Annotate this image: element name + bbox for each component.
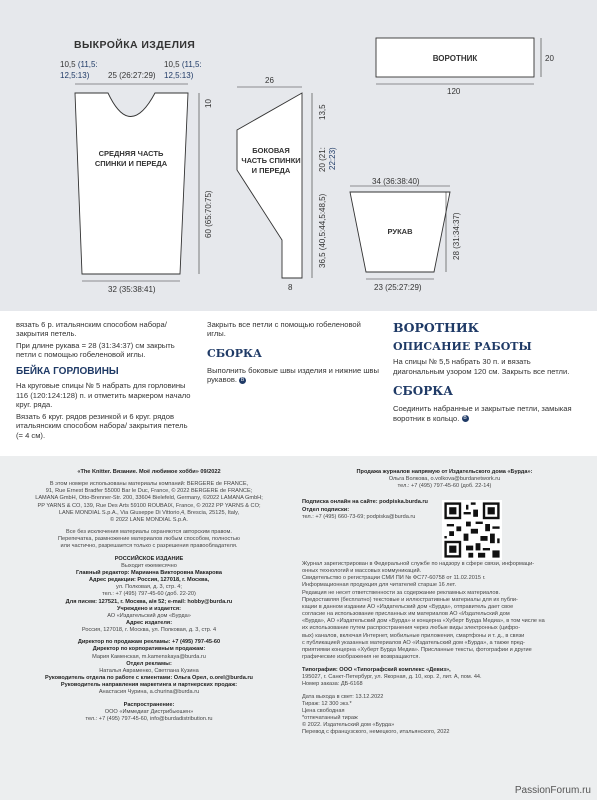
- front-tl-c: 12,5:13): [60, 71, 90, 80]
- col1-paragraph-3: На круговые спицы № 5 набрать для горловины 116 (120:124:128) п. и отметить маркером начало круг. ряда.: [16, 381, 191, 410]
- front-tl-a: 10,5 (11,5:: [60, 60, 98, 69]
- imprint-line: Отдел подписки:: [302, 506, 350, 513]
- imprint-left: [14, 469, 284, 723]
- imprint-line: © 2022 LANE MONDIAL S.p.A.: [110, 516, 188, 523]
- imprint-line: 195027, г. Санкт-Петербург, ул. Якорная, д. 10, кор. 2, лит. А, пом. 44.: [302, 674, 482, 681]
- schema-title: ВЫКРОЙКА ИЗДЕЛИЯ: [74, 39, 196, 51]
- imprint-line: Директор по продажам рекламы: +7 (495) 797-45-60: [77, 639, 221, 646]
- end-mark-icon: В: [463, 415, 467, 422]
- imprint-line: Номер заказа: ДБ-6168: [302, 681, 363, 688]
- side-top: 26: [265, 76, 274, 85]
- sleeve-bottom: 23 (25:27:29): [374, 283, 422, 292]
- col2-paragraph-1: Закрыть все петли с помощью гобеленовой иглы.: [207, 320, 361, 339]
- imprint-line: тел.: +7 (495) 797-45-60, info@burdadistribution.ru: [85, 715, 213, 722]
- imprint-line: Дата выхода в свет: 13.12.2022: [302, 693, 384, 700]
- sleeve-label: РУКАВ: [387, 227, 413, 236]
- imprint-line: графические изображения не возвращаются.: [302, 653, 420, 660]
- imprint-line: Адрес издателя:: [125, 619, 173, 626]
- side-label-3: И ПЕРЕДА: [251, 166, 291, 175]
- side-label-2: ЧАСТЬ СПИНКИ: [241, 156, 301, 165]
- front-tr-a: 10,5 (11,5:: [164, 60, 202, 69]
- imprint-line: Ольга Волкова, o.volkova@burdanetwork.ru: [388, 476, 501, 483]
- col1-heading: БЕЙКА ГОРЛОВИНЫ: [16, 365, 119, 377]
- col1-paragraph-4: Вязать 6 круг. рядов резинкой и 6 круг. рядов итальянским способом набора/ закрытия петель (= 4 см).: [16, 411, 188, 440]
- collar-label: ВОРОТНИК: [432, 54, 478, 63]
- col2-paragraph-2: Выполнить боковые швы изделия и нижние швы рукавов. В: [207, 365, 379, 385]
- imprint-line: Цена свободная: [302, 707, 345, 714]
- side-d2: 20 (21:: [318, 147, 327, 172]
- imprint-line: Перевод с французского, немецкого, итальянского, 2022: [302, 729, 450, 736]
- imprint-line: Директор по корпоративным продажам:: [92, 646, 206, 653]
- imprint-line: тел.: +7 (495) 797-45-60 (доб. 22-14): [397, 483, 492, 490]
- imprint-line: В этом номере использованы материалы компаний: BERGERE de FRANCE,: [49, 481, 249, 488]
- imprint-line: *отпечатанный тираж: [302, 715, 358, 722]
- column-2: [207, 320, 379, 387]
- imprint-line: Типография: ООО «Типографский комплекс «Девиз»,: [302, 667, 451, 674]
- imprint-line: Главный редактор: Марианна Викторовна Макарова: [75, 569, 222, 576]
- imprint-line: Отдел рекламы:: [126, 660, 172, 667]
- col3-heading-1: ВОРОТНИК: [393, 320, 480, 335]
- imprint-line: приятиями концерна «Хуберт Бурда Медиа». Присланные тексты, фотографии и другие: [302, 646, 532, 653]
- imprint-sales: [302, 469, 587, 490]
- imprint-line: Анастасия Чурина, a.churina@burda.ru: [98, 689, 200, 696]
- imprint-line: PP YARNS & CO, 139, Rue Des Arts 59100 ROUBAIX, France, © 2022 PP YARNS & CO;: [37, 502, 261, 509]
- imprint-line: тел.: +7 (495) 660-73-69; podpiska@burda.ru: [302, 513, 416, 520]
- front-label-2: СПИНКИ И ПЕРЕДА: [94, 159, 168, 168]
- imprint-line: Подписка онлайн на сайте: podpiska.burda.ru: [302, 499, 428, 506]
- collar-width: 120: [447, 87, 461, 96]
- imprint-line: Руководитель направления маркетинга и партнерских продаж:: [60, 682, 238, 689]
- side-label-1: БОКОВАЯ: [252, 146, 290, 155]
- imprint-print: [302, 667, 592, 736]
- imprint-line: Продажа журналов напрямую от Издательского дома «Бурда»:: [356, 469, 533, 475]
- imprint-line: Россия, 127018, г. Москва, ул. Полковая, д. 3, стр. 4: [81, 627, 217, 634]
- imprint-line: или частично, разрешается только с разрешения правообладателя.: [60, 543, 238, 550]
- imprint-line: с публикацией указанных материалов АО «Издательский дом «Бурда», а также пред-: [302, 639, 525, 646]
- imprint-line: Мария Каменская, m.kamenskaya@burda.ru: [92, 653, 206, 660]
- sleeve-top: 34 (36:38:40): [372, 177, 420, 186]
- collar-height: 20: [545, 54, 554, 63]
- side-d4: 36,5 (40,5:44,5:48,5): [318, 193, 327, 268]
- imprint-line: тел.: +7 (495) 797-45-60 (доб. 22-20): [102, 591, 196, 598]
- side-d1: 13,5: [318, 104, 327, 120]
- front-bottom: 32 (35:38:41): [108, 285, 156, 294]
- front-depth: 10: [204, 99, 213, 108]
- imprint-line: онных технологий и массовых коммуникаций.: [302, 568, 422, 575]
- col1-paragraph-1: вязать 6 р. итальянским способом набора/ закрытия петель.: [16, 320, 167, 339]
- imprint-line: Наталья Авраменко, Светлана Кузина: [99, 667, 199, 674]
- imprint-line: Руководитель отдела по работе с клиентами: Ольга Орел, o.orel@burda.ru: [45, 675, 253, 682]
- front-tr-c: 12,5:13): [164, 71, 194, 80]
- imprint-line: Информационная продукция для читателей старше 16 лет.: [302, 582, 456, 589]
- imprint-line: ООО «Иммедиат Дистрибьюшен»: [104, 708, 194, 715]
- imprint-line: © 2022. Издательский дом «Бурда»: [302, 722, 395, 729]
- col3-heading-2: ОПИСАНИЕ РАБОТЫ: [393, 339, 532, 353]
- side-d3: 22:23): [328, 147, 337, 170]
- imprint-line: Перепечатка, размножение материалов любым способом, полностью: [58, 536, 240, 543]
- imprint-line: Для писем: 127521, г. Москва, а/я 52; e-mail: hobby@burda.ru: [65, 598, 233, 605]
- col3-paragraph-2: Соединить набранные и закрытые петли, замыкая воротник в кольцо. В: [393, 404, 572, 423]
- imprint-line: Учреждено и издается:: [117, 605, 181, 612]
- imprint-line: Предоставляя (бесплатно) текстовые и иллюстративные материалы для их публи-: [302, 596, 518, 603]
- imprint-line: Свидетельство о регистрации СМИ ПИ № ФС77-60758 от 11.02.2015 г.: [302, 575, 486, 582]
- imprint-line: LANE MONDIAL S.p.A., Via Giuseppe Di Vittorio,4, Brescia, 25125, Italy,: [58, 509, 240, 516]
- front-height: 60 (65:70:75): [204, 190, 213, 238]
- imprint-line: Адрес редакции: Россия, 127018, г. Москва,: [89, 577, 209, 584]
- col3-heading-3: СБОРКА: [393, 384, 453, 399]
- imprint-line: их использование путем распространения через любые виды электронных (цифро-: [302, 625, 521, 632]
- qr-code-icon[interactable]: [442, 500, 502, 560]
- imprint-line: Все без исключения материалы охраняются авторским правом.: [66, 529, 232, 536]
- imprint-line: АО «Издательский дом «Бурда»: [107, 612, 191, 619]
- end-mark-icon: В: [240, 376, 245, 383]
- imprint-line: Выходит ежемесячно: [121, 562, 177, 569]
- side-piece-shape: [237, 93, 302, 278]
- pattern-schema: [0, 0, 597, 311]
- imprint-line: кации в данном издании АО «Издательский дом «Бурда», отправитель дает свое: [302, 603, 514, 610]
- imprint-line: «Бурда», АО «Издательский дом «Бурда» и концерна «Хуберт Бурда Медиа», в том числе на: [302, 618, 545, 625]
- imprint-line: Распространение:: [123, 701, 175, 708]
- side-bottom: 8: [288, 283, 293, 292]
- imprint-line: вых) каналов, включая Интернет, мобильные приложения, смартфоны и т. д., в связи: [302, 632, 525, 639]
- schema-drawing: [0, 0, 597, 311]
- col1-paragraph-2: При длине рукава = 28 (31:34:37) см закрыть петли с помощью гобеленовой иглы.: [16, 340, 175, 360]
- imprint-section: [0, 456, 597, 800]
- imprint-line: «The Knitter. Вязание. Моё любимое хобби» 09/2022: [77, 469, 221, 475]
- front-piece-shape: [75, 93, 188, 274]
- col2-heading: СБОРКА: [207, 346, 262, 360]
- imprint-line: ул. Полковая, д. 3, стр. 4;: [116, 584, 182, 591]
- imprint-line: LAMANA GmbH, Otto-Brenner-Str. 200, 33604 Bielefeld, Germany, ©2022 LAMANA GmbH;: [35, 495, 263, 502]
- front-top-mid: 25 (26:27:29): [108, 71, 156, 80]
- column-3: [393, 320, 583, 425]
- imprint-line: Редакция не несет ответственности за содержание рекламных материалов.: [302, 589, 501, 596]
- sleeve-height: 28 (31:34:37): [452, 212, 461, 260]
- imprint-line: Журнал зарегистрирован в Федеральной службе по надзору в сфере связи, информаци-: [302, 560, 535, 567]
- col3-paragraph-1: На спицы № 5,5 набрать 30 п. и вязать диагональным узором 120 см. Закрыть все петли.: [393, 357, 570, 376]
- imprint-line: 91, Rue Ernest Bradfer 55000 Bar le Duc, France, © 2022 BERGERE de FRANCE;: [45, 488, 253, 495]
- column-1: [16, 320, 194, 442]
- front-label-1: СРЕДНЯЯ ЧАСТЬ: [98, 149, 164, 158]
- imprint-line: согласие на использование присланных им материалов АО «Издательский дом: [302, 611, 510, 618]
- imprint-legal: [302, 561, 592, 661]
- imprint-line: Тираж: 12 300 экз.*: [302, 700, 352, 707]
- imprint-line: РОССИЙСКОЕ ИЗДАНИЕ: [114, 555, 184, 562]
- watermark: PassionForum.ru: [514, 785, 591, 796]
